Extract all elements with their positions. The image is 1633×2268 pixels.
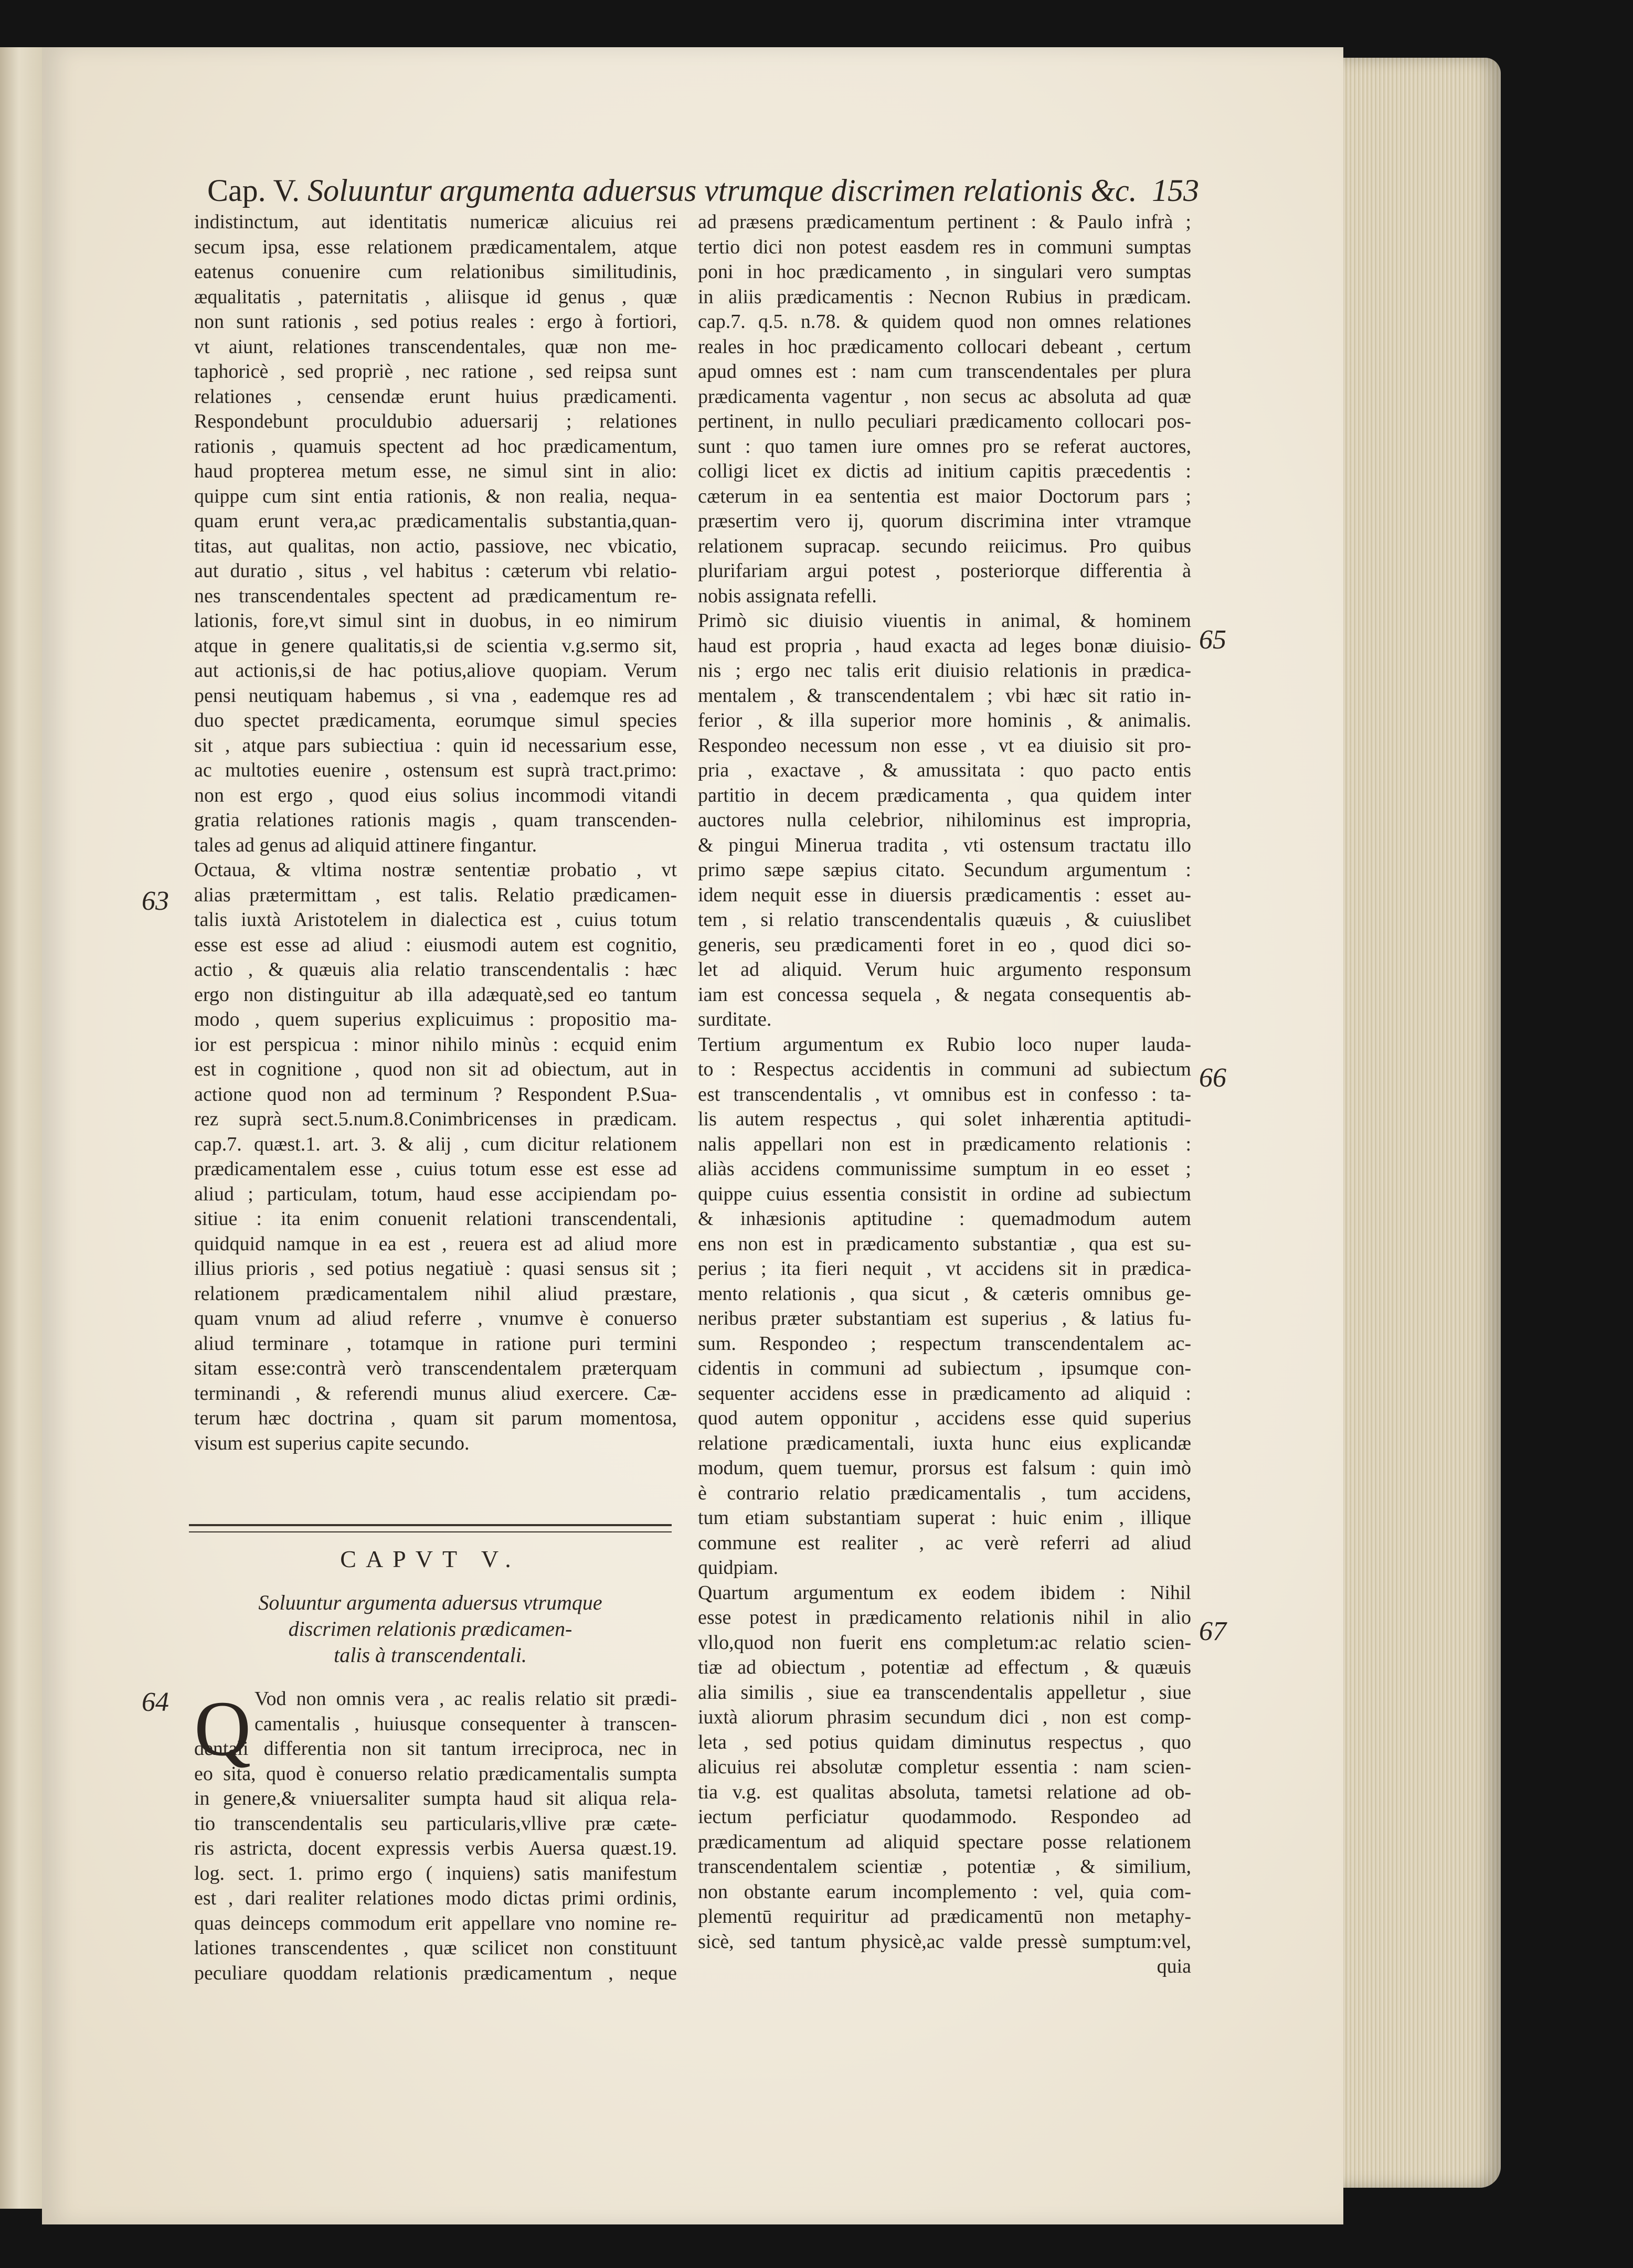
text-line: haud propterea metum esse, ne simul sint in alio: [194, 460, 677, 482]
header-title: Soluuntur argumenta aduersus vtrumque discrimen relationis &c. [307, 173, 1137, 208]
text-line: præsertim vero ij, quorum discrimina inter vtramque [698, 510, 1191, 532]
text-line: tio transcendentalis seu particularis,vllive præ cæte- [194, 1812, 677, 1835]
text-line: relationem supracap. secundo reiicimus. Pro quibus [698, 535, 1191, 557]
margin-number-64: 64 [142, 1687, 169, 1717]
text-line: in genere,& vniuersaliter sumpta haud sit aliqua rela- [194, 1787, 677, 1809]
text-line: taphoricè , sed propriè , nec ratione , sed reipsa sunt [194, 360, 677, 382]
text-line: prædicamentalem esse , cuius totum esse est esse ad [194, 1158, 677, 1180]
text-line: gratia relationes rationis magis , quam transcenden- [194, 809, 677, 831]
text-line: relationes , censendæ erunt huius prædicamenti. [194, 385, 677, 408]
text-line: pertinent, in nullo peculiari prædicamento collocari pos- [698, 410, 1191, 432]
text-line: relatione prædicamentali, iuxta hunc eius explicandæ [698, 1432, 1191, 1454]
text-line: tales ad genus ad aliquid attinere fingantur. [194, 834, 537, 856]
text-line: est transcendentalis , vt omnibus est in confesso : ta- [698, 1083, 1191, 1105]
catchword: quia [1157, 1955, 1191, 1977]
text-line: sequenter accidens esse in prædicamento ad aliquid : [698, 1382, 1191, 1404]
text-line: tiæ ad obiectum , potentiæ ad effectum , & quæuis [698, 1656, 1191, 1678]
text-line: plementū requiritur ad prædicamentū non metaphy- [698, 1905, 1191, 1928]
text-line: est in cognitione , quod non sit ad obiectum, aut in [194, 1058, 677, 1080]
text-line: talis iuxtà Aristotelem in dialectica est , cuius totum [194, 909, 677, 931]
text-line: titas, aut qualitas, non actio, passiove, nec vbicatio, [194, 535, 677, 557]
text-line: partitio in decem prædicamenta , qua quidem inter [698, 784, 1191, 806]
text-line: relationem prædicamentalem nihil aliud præstare, [194, 1282, 677, 1305]
text-line: camentalis , huiusque consequenter à transcen- [255, 1712, 677, 1735]
text-line: perius ; ita fieri nequit , vt accidens sit in prædica- [698, 1258, 1191, 1280]
text-line: aliàs accidens communissime sumptum in eo esset ; [698, 1158, 1191, 1180]
text-line: iam est concessa sequela , & negata consequentis ab- [698, 983, 1191, 1006]
text-line: vt aiunt, relationes transcendentales, quæ non me- [194, 335, 677, 358]
text-line: iectum perficiatur quodammodo. Respondeo ad [698, 1806, 1191, 1828]
text-line: sitam esse:contrà verò transcendentalem præterquam [194, 1357, 677, 1379]
text-line: sitiue : ita enim conuenit relationi transcendentali, [194, 1208, 677, 1230]
text-line: transcendentalem scientiæ , potentiæ , & similium, [698, 1856, 1191, 1878]
margin-number-67: 67 [1199, 1616, 1226, 1646]
text-line: terum hæc doctrina , quam sit parum momentosa, [194, 1407, 677, 1429]
text-line: & inhæsionis aptitudine : quemadmodum autem [698, 1208, 1191, 1230]
running-header [207, 167, 1199, 214]
text-line: terminandi , & referendi munus aliud exercere. Cæ- [194, 1382, 677, 1404]
text-line: quidpiam. [698, 1557, 779, 1579]
text-line: est , dari realiter relationes modo dictas primi ordinis, [194, 1887, 677, 1909]
text-line: nis ; ergo nec talis erit diuisio relationis in prædica- [698, 659, 1191, 682]
text-line: aliud ; particulam, totum, haud esse accipiendam po- [194, 1183, 677, 1205]
text-line: cidentis in communi ad subiectum , ipsumque con- [698, 1357, 1191, 1379]
text-line: ior est perspicua : minor nihilo minùs : ecquid enim [194, 1033, 677, 1056]
text-line: ris astricta, docent expressis verbis Auersa quæst.19. [194, 1837, 677, 1859]
text-line: esse est esse ad aliud : eiusmodi autem est cognitio, [194, 933, 677, 956]
text-line: eatenus conuenire cum relationibus similitudinis, [194, 261, 677, 283]
text-line: quidquid namque in ea est , reuera est ad aliud more [194, 1232, 677, 1255]
text-line: cæterum in ea sententia est maior Doctorum pars ; [698, 485, 1191, 507]
text-line: alia similis , siue ea transcendentalis appelletur , siue [698, 1681, 1191, 1703]
text-line: tertio dici non potest easdem res in communi sumptas [698, 236, 1191, 258]
text-line: Primò sic diuisio viuentis in animal, & hominem [698, 610, 1191, 632]
text-line: commune est realiter , ac verè referri ad aliud [698, 1531, 1191, 1554]
chapter-title-line: discrimen relationis prædicamen- [288, 1617, 572, 1641]
text-line: Vod non omnis vera , ac realis relatio sit prædi- [255, 1688, 677, 1710]
text-line: haud est propria , haud exacta ad leges bonæ diuisio- [698, 634, 1191, 657]
text-line: to : Respectus accidentis in communi ad subiectum [698, 1058, 1191, 1080]
text-line: let ad aliquid. Verum huic argumento responsum [698, 959, 1191, 981]
text-line: cap.7. q.5. n.78. & quidem quod non omnes relationes [698, 311, 1191, 333]
text-line: Tertium argumentum ex Rubio loco nuper lauda- [698, 1033, 1191, 1056]
text-line: è contrario relatio prædicamentalis , tum accidens, [698, 1482, 1191, 1504]
text-line: dentali differentia non sit tantum irreciproca, nec in [194, 1738, 677, 1760]
text-line: alias prætermittam , est talis. Relatio prædicamen- [194, 883, 677, 906]
text-line: atque in genere qualitatis,si de scientia v.g.sermo sit, [194, 634, 677, 657]
text-line: prædicamenta vagentur , non secus ac absoluta ad quæ [698, 385, 1191, 408]
text-line: poni in hoc prædicamento , in singulari vero sumptas [698, 261, 1191, 283]
text-line: mentalem , & transcendentalem ; vbi hæc sit ratio in- [698, 684, 1191, 707]
text-line: visum est superius capite secundo. [194, 1432, 470, 1454]
text-line: ferior , & illa superior more hominis , & animalis. [698, 709, 1191, 731]
text-line: ad præsens prædicamentum pertinent : & Paulo infrà ; [698, 211, 1191, 233]
text-line: tum etiam substantiam superat : huic enim , illique [698, 1507, 1191, 1529]
text-line: modo , quem superius explicuimus : propositio ma- [194, 1008, 677, 1030]
margin-number-63: 63 [142, 886, 169, 916]
text-line: actio , & quæuis alia relatio transcendentalis : hæc [194, 959, 677, 981]
text-line: neribus præter substantiam est superius , & latius fu- [698, 1307, 1191, 1329]
text-line: prædicamentum ad aliquid spectare posse relationem [698, 1830, 1191, 1853]
text-line: lationis, fore,vt simul sint in duobus, in eo nimirum [194, 610, 677, 632]
text-line: illius prioris , sed potius negatiuè : quasi sensus sit ; [194, 1258, 677, 1280]
text-line: quam vnum ad aliud referre , vnumve è conuerso [194, 1307, 677, 1329]
text-line: non est ergo , quod eius solius incommodi vitandi [194, 784, 677, 806]
text-line: surditate. [698, 1008, 772, 1030]
previous-page-edge [0, 47, 44, 2209]
text-line: primo sæpe sæpius citato. Secundum argumentum : [698, 859, 1191, 881]
text-line: indistinctum, aut identitatis numericæ alicuius rei [194, 211, 677, 233]
text-line: apud omnes est : nam cum transcendentales per plura [698, 360, 1191, 382]
text-line: nalis appellari non est in prædicamento relationis : [698, 1133, 1191, 1155]
text-line: in aliis prædicamentis : Necnon Rubius in prædicam. [698, 285, 1191, 308]
text-line: log. sect. 1. primo ergo ( inquiens) satis manifestum [194, 1862, 677, 1884]
text-line: quas deinceps commodum erit appellare vno nomine re- [194, 1912, 677, 1934]
text-line: non sunt rationis , sed potius reales : ergo à fortiori, [194, 311, 677, 333]
book-fore-edge [1343, 58, 1501, 2188]
text-line: Quartum argumentum ex eodem ibidem : Nihil [698, 1581, 1191, 1604]
text-line: modum, quem tuemur, prorsus est falsum : quin imò [698, 1457, 1191, 1479]
text-line: sunt : quo tamen iure omnes pro se referat auctores, [698, 435, 1191, 457]
text-line: duo spectet prædicamenta, eorumque simul species [194, 709, 677, 731]
text-line: tem , si relatio transcendentalis quæuis , & cuiuslibet [698, 909, 1191, 931]
text-line: aliud terminare , totamque in ratione puri termini [194, 1332, 677, 1355]
chapter-divider-rule [189, 1524, 672, 1532]
text-line: Respondeo necessum non esse , vt ea diuisio sit pro- [698, 734, 1191, 757]
text-line: leta , sed potius quidam diminutus respectus , quo [698, 1731, 1191, 1753]
text-line: vllo,quod non fuerit ens completum:ac relatio scien- [698, 1631, 1191, 1654]
text-line: non obstante earum incomplemento : vel, quia com- [698, 1880, 1191, 1903]
text-line: plurifariam argui potest , posteriorque differentia à [698, 560, 1191, 582]
text-line: pensi neutiquam habemus , si vna , eademque res ad [194, 684, 677, 707]
text-line: nobis assignata refelli. [698, 584, 877, 607]
text-line: pria , exactave , & amussitata : quo pacto entis [698, 759, 1191, 781]
margin-number-65: 65 [1199, 625, 1226, 655]
text-line: secum ipsa, esse relationem prædicamentalem, atque [194, 236, 677, 258]
text-line: actione quod non ad terminum ? Respondent P.Sua- [194, 1083, 677, 1105]
text-line: ens non est in prædicamento substantiæ , qua est su- [698, 1232, 1191, 1255]
text-line: ergo non distinguitur ab illa adæquatè,sed eo tantum [194, 983, 677, 1006]
text-line: aut duratio , situs , vel habitus : cæterum vbi relatio- [194, 560, 677, 582]
text-line: alicuius rei absolutæ completur essentia : nam scien- [698, 1756, 1191, 1778]
text-line: idem nequit esse in diuersis prædicamentis : esset au- [698, 883, 1191, 906]
text-line: reales in hoc prædicamento collocari debeant , certum [698, 335, 1191, 358]
text-line: quippe cuius essentia consistit in ordine ad subiectum [698, 1183, 1191, 1205]
text-line: lis autem respectus , qui solet inhærentia aptitudi- [698, 1108, 1191, 1130]
text-line: aut actionis,si de hac potius,aliove quopiam. Verum [194, 659, 677, 682]
text-line: sicè, sed tantum physicè,ac valde pressè sumptum:vel, [698, 1930, 1191, 1953]
text-line: sum. Respondeo ; respectum transcendentalem ac- [698, 1332, 1191, 1355]
chapter-title [189, 1590, 672, 1668]
text-line: cap.7. quæst.1. art. 3. & alij , cum dicitur relationem [194, 1133, 677, 1155]
drop-capital: Q [194, 1685, 251, 1772]
chapter-title-line: talis à transcendentali. [334, 1643, 527, 1667]
text-line: eo sita, quod è conuerso relatio prædicamentalis sumpta [194, 1762, 677, 1785]
right-column [698, 210, 1191, 1979]
chapter-heading: CAPVT V. [340, 1546, 521, 1572]
text-line: nes transcendentales spectent ad prædicamentum re- [194, 584, 677, 607]
left-column [194, 210, 677, 1456]
text-line: quod autem opponitur , accidens esse quid superius [698, 1407, 1191, 1429]
text-line: rationis , quamuis spectent ad hoc prædicamentum, [194, 435, 677, 457]
text-line: auctores nulla celebrior, nihilominus est impropria, [698, 809, 1191, 831]
text-line: mento relationis , qua sicut , & cæteris omnibus ge- [698, 1282, 1191, 1305]
header-chapter: Cap. V. [207, 173, 300, 208]
text-line: & pingui Minerua tradita , vti ostensum tractatu illo [698, 834, 1191, 856]
text-line: esse potest in prædicamento relationis nihil in alio [698, 1606, 1191, 1628]
margin-number-66: 66 [1199, 1063, 1226, 1093]
text-line: Respondebunt proculdubio aduersarij ; relationes [194, 410, 677, 432]
chapter-body [194, 1687, 677, 1986]
page-number: 153 [1152, 173, 1199, 208]
text-line: generis, seu prædicamenti foret in eo , quod dici so- [698, 933, 1191, 956]
text-line: peculiare quoddam relationis prædicamentum , neque [194, 1962, 677, 1984]
text-line: sit , atque pars subiectiua : quin id necessarium esse, [194, 734, 677, 757]
text-line: ac multoties euenire , ostensum est suprà tract.primo: [194, 759, 677, 781]
text-line: æqualitatis , paternitatis , aliisque id genus , quæ [194, 285, 677, 308]
text-line: quippe cum sint entia rationis, & non realia, nequa- [194, 485, 677, 507]
text-line: lationes transcendentes , quæ scilicet non constituunt [194, 1937, 677, 1959]
chapter-title-line: Soluuntur argumenta aduersus vtrumque [258, 1591, 602, 1614]
text-line: colligi licet ex dictis ad initium capitis præcedentis : [698, 460, 1191, 482]
text-line: quam erunt vera,ac prædicamentalis substantia,quan- [194, 510, 677, 532]
text-line: rez suprà sect.5.num.8.Conimbricenses in prædicam. [194, 1108, 677, 1130]
text-line: iuxtà aliorum phrasim secundum dici , non est comp- [698, 1706, 1191, 1728]
text-line: tia v.g. est qualitas absoluta, tametsi relatione ad ob- [698, 1781, 1191, 1803]
text-line: Octaua, & vltima nostræ sententiæ probatio , vt [194, 859, 677, 881]
